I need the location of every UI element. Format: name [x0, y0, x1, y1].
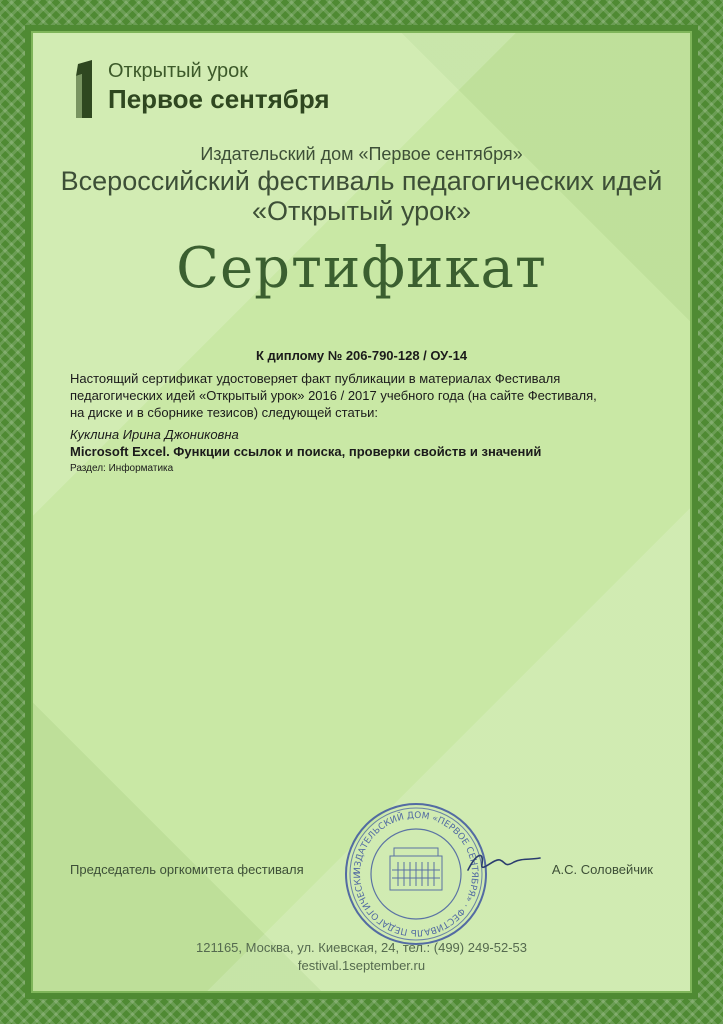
work-section: Раздел: Информатика [70, 463, 174, 474]
svg-text:ИЗДАТЕЛЬСКИЙ ДОМ «ПЕРВОЕ СЕНТЯ [342, 800, 479, 937]
logo-one-icon [72, 60, 98, 118]
festival-name-line-2: «Открытый урок» [251, 196, 472, 226]
footer-address: 121165, Москва, ул. Киевская, 24, тел.: (499) 249-52-53 [196, 940, 527, 955]
footer-url: festival.1september.ru [297, 958, 426, 973]
logo-line-2: Первое сентября [108, 84, 330, 114]
logo-line-1: Открытый урок [108, 60, 248, 82]
stamp-ring-text: ИЗДАТЕЛЬСКИЙ ДОМ «ПЕРВОЕ СЕНТЯБРЯ» · ФЕСТИВАЛЬ ПЕДАГОГИЧЕСКИ [352, 810, 480, 938]
signatory-role: Председатель оргкомитета фестиваля [70, 862, 304, 877]
festival-name-line-1: Всероссийский фестиваль педагогических идей [60, 166, 663, 196]
author-name: Куклина Ирина Джониковна [70, 427, 239, 442]
publisher-line: Издательский дом «Первое сентября» [200, 144, 523, 164]
festival-name [0, 166, 723, 226]
signature-icon [464, 840, 544, 880]
logo [72, 60, 330, 118]
work-title: Microsoft Excel. Функции ссылок и поиска, проверки свойств и значений [70, 444, 542, 459]
certificate-body-text: Настоящий сертификат удостоверяет факт публикации в материалах Фестиваля педагогических идей «Открытый урок» 2016 / 2017 учебного года (на сайте Фестиваля, на диске и в сборнике тезисов) следующей статьи: [70, 371, 597, 420]
diploma-reference: К диплому № 206-790-128 / ОУ-14 [255, 348, 468, 363]
certificate-title: Сертификат [176, 236, 547, 301]
signatory-name: А.С. Соловейчик [551, 862, 653, 877]
